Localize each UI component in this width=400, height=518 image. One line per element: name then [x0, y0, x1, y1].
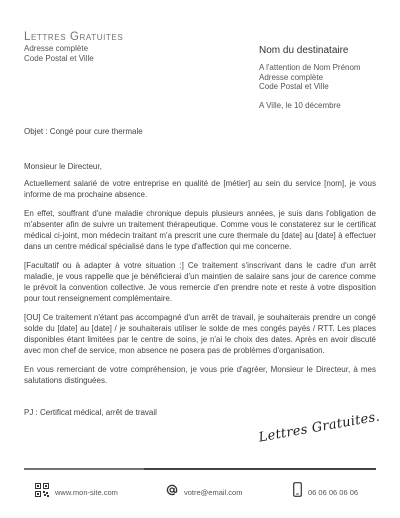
footer-phone-text[interactable]: 06 06 06 06 06 — [308, 487, 359, 497]
recipient-address: Adresse complète — [259, 72, 324, 82]
letter-date: A Ville, le 10 décembre — [259, 101, 341, 110]
letter-salutation: Monsieur le Directeur, — [24, 162, 102, 171]
sender-postal: Code Postal et Ville — [24, 53, 94, 63]
mobile-phone-icon — [293, 482, 302, 502]
footer-email-text[interactable]: votre@email.com — [184, 487, 243, 497]
qr-code-icon — [35, 483, 49, 502]
attachment-note: PJ : Certificat médical, arrêt de travail — [24, 408, 157, 417]
sender-name: Lettres Gratuites — [24, 31, 124, 43]
footer-phone — [293, 484, 358, 500]
sender-block — [24, 30, 123, 63]
footer-website — [35, 484, 118, 500]
signature: Lettres Gratuites. — [257, 409, 382, 446]
letter-body — [24, 178, 376, 394]
letter-subject: Objet : Congé pour cure thermale — [24, 127, 143, 136]
body-paragraph-reason: En effet, souffrant d'une maladie chronique depuis plusieurs années, je suis dans l'obligation de m'absenter afin de suivre un traitement thérapeutique. Comme vous le constaterez sur le certificat médical ci-joint, mon médecin traitant m'a prescrit une cure thermale du [date] au [date] à effectuer dans un centre médical spécialisé dans le type d'affection qui me concerne. — [24, 209, 376, 251]
footer-email — [166, 484, 242, 500]
footer-divider — [24, 468, 376, 470]
body-paragraph-alternative: [OU] Ce traitement n'étant pas accompagné d'un arrêt de travail, je souhaiterais prendre un congé solde du [date] au [date] / je souhaiterais utiliser le solde de mes congés payés / RTT. Les places disponibles étant limitées par le centre de soins, je n'ai le choix des dates. Après en avoir discuté avec mon chef de service, mon absence ne posera pas de problèmes d'organisation. — [24, 313, 376, 355]
body-paragraph-closing: En vous remerciant de votre compréhension, je vous prie d'agréer, Monsieur le Directeur, à mes salutations distinguées. — [24, 365, 376, 385]
body-paragraph-optional: [Facultatif ou à adapter à votre situation :] Ce traitement s'inscrivant dans le cadre d'un arrêt maladie, je vous rappelle que je bénéficierai d'un maintien de salaire sans jour de carence comme le prévoit la convention collective. Je vous remercie d'en prendre note et reste à votre disposition pour tout renseignement complémentaire. — [24, 261, 376, 303]
recipient-attention: A l'attention de Nom Prénom — [259, 63, 361, 72]
sender-address: Adresse complète — [24, 44, 89, 53]
recipient-postal: Code Postal et Ville — [259, 82, 329, 91]
recipient-name: Nom du destinataire — [259, 45, 349, 56]
at-sign-icon — [166, 483, 178, 501]
footer-divider-accent — [24, 468, 144, 470]
body-paragraph-intro: Actuellement salarié de votre entreprise en qualité de [métier] au sein du service [nom], je vous informe de ma prochaine absence. — [24, 179, 376, 199]
recipient-block — [259, 44, 361, 92]
footer-website-text[interactable]: www.mon-site.com — [55, 487, 118, 497]
